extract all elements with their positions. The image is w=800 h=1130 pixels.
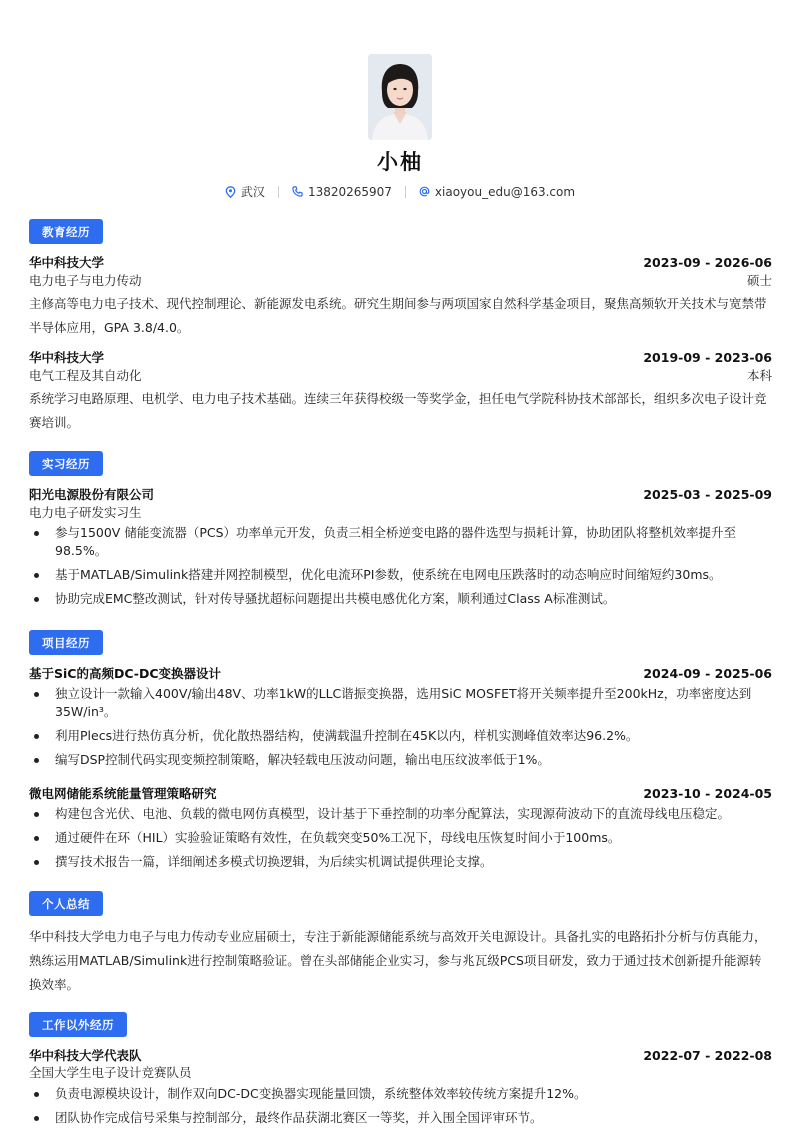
location-pin-icon xyxy=(225,186,236,198)
project-entry-header xyxy=(29,664,772,682)
section-title-summary: 个人总结 xyxy=(29,891,103,916)
profile-photo xyxy=(368,54,432,140)
section-title-internship: 实习经历 xyxy=(29,451,103,476)
email-text: xiaoyou_edu@163.com xyxy=(434,184,576,199)
school-name: 华中科技大学 xyxy=(29,350,105,365)
company-name: 阳光电源股份有限公司 xyxy=(29,487,155,502)
contact-divider xyxy=(405,186,406,198)
list-item: 通过硬件在环（HIL）实验验证策略有效性，在负载突变50%工况下，母线电压恢复时间小于100ms。 xyxy=(29,829,772,847)
date-range: 2019-09 - 2023-06 xyxy=(643,349,772,365)
role-name: 电力电子研发实习生 xyxy=(29,505,142,520)
education-entry-header xyxy=(29,253,772,271)
section-title-education: 教育经历 xyxy=(29,219,103,244)
major-name: 电力电子与电力传动 xyxy=(29,273,142,288)
email-at-icon xyxy=(419,186,430,197)
extra-entry-header xyxy=(29,1046,772,1064)
education-description: 主修高等电力电子技术、现代控制理论、新能源发电系统。研究生期间参与两项国家自然科学基金项目，聚焦高频软开关技术与宽禁带半导体应用，GPA 3.8/4.0。 xyxy=(29,296,767,335)
internship-role xyxy=(29,503,772,521)
list-item: 撰写技术报告一篇，详细阐述多模式切换逻辑，为后续实机调试提供理论支撑。 xyxy=(29,853,772,871)
date-range: 2023-09 - 2026-06 xyxy=(643,254,772,270)
extra-role xyxy=(29,1063,772,1081)
list-item: 独立设计一款输入400V/输出48V、功率1kW的LLC谐振变换器，选用SiC MOSFET将开关频率提升至200kHz，功率密度达到35W/in³。 xyxy=(29,685,772,721)
list-item: 参与1500V 储能变流器（PCS）功率单元开发，负责三相全桥逆变电路的器件选型与损耗计算，协助团队将整机效率提升至98.5%。 xyxy=(29,524,772,560)
section-title-extra: 工作以外经历 xyxy=(29,1012,127,1037)
list-item: 团队协作完成信号采集与控制部分，最终作品获湖北赛区一等奖，并入围全国评审环节。 xyxy=(29,1109,772,1127)
project-bullets xyxy=(29,805,772,877)
location-item xyxy=(225,183,265,200)
education-description: 系统学习电路原理、电机学、电力电子技术基础。连续三年获得校级一等奖学金，担任电气学院科协技术部部长，组织多次电子设计竞赛培训。 xyxy=(29,391,767,430)
education-entry-subheader xyxy=(29,366,772,384)
contact-info xyxy=(0,183,800,200)
internship-entry-header xyxy=(29,485,772,503)
date-range: 2023-10 - 2024-05 xyxy=(643,785,772,801)
phone-text: 13820265907 xyxy=(307,184,392,199)
list-item: 利用Plecs进行热仿真分析，优化散热器结构，使满载温升控制在45K以内，样机实测峰值效率达96.2%。 xyxy=(29,727,772,745)
role-name: 全国大学生电子设计竞赛队员 xyxy=(29,1065,192,1080)
date-range: 2022-07 - 2022-08 xyxy=(643,1047,772,1063)
education-entry-subheader xyxy=(29,271,772,289)
org-name: 华中科技大学代表队 xyxy=(29,1048,142,1063)
contact-divider xyxy=(278,186,279,198)
list-item: 协助完成EMC整改测试，针对传导骚扰超标问题提出共模电感优化方案，顺利通过Class A标准测试。 xyxy=(29,590,772,608)
phone-icon xyxy=(292,186,303,197)
list-item: 负责电源模块设计，制作双向DC-DC变换器实现能量回馈，系统整体效率较传统方案提升12%。 xyxy=(29,1085,772,1103)
list-item: 编写DSP控制代码实现变频控制策略，解决轻载电压波动问题，输出电压纹波率低于1%。 xyxy=(29,751,772,769)
extra-bullets xyxy=(29,1085,772,1130)
email-item xyxy=(419,185,575,199)
education-entry-header xyxy=(29,348,772,366)
school-name: 华中科技大学 xyxy=(29,255,105,270)
section-title-projects: 项目经历 xyxy=(29,630,103,655)
list-item: 构建包含光伏、电池、负载的微电网仿真模型，设计基于下垂控制的功率分配算法，实现源荷波动下的直流母线电压稳定。 xyxy=(29,805,772,823)
degree-name: 硕士 xyxy=(746,273,772,288)
summary-text: 华中科技大学电力电子与电力传动专业应届硕士，专注于新能源储能系统与高效开关电源设计。具备扎实的电路拓扑分析与仿真能力，熟练运用MATLAB/Simulink进行控制策略验证。曾在头部储能企业实习，参与兆瓦级PCS项目研发，致力于通过技术创新提升能源转换效率。 xyxy=(29,929,767,992)
internship-bullets xyxy=(29,524,772,614)
project-bullets xyxy=(29,685,772,775)
location-text: 武汉 xyxy=(240,185,265,199)
project-entry-header xyxy=(29,784,772,802)
date-range: 2025-03 - 2025-09 xyxy=(643,486,772,502)
candidate-name: 小柚 xyxy=(377,150,423,174)
major-name: 电气工程及其自动化 xyxy=(29,368,142,383)
degree-name: 本科 xyxy=(746,368,772,383)
phone-item xyxy=(292,185,392,199)
project-name: 微电网储能系统能量管理策略研究 xyxy=(29,786,217,801)
profile-photo-image xyxy=(368,54,432,140)
list-item: 基于MATLAB/Simulink搭建并网控制模型，优化电流环PI参数，使系统在电网电压跌落时的动态响应时间缩短约30ms。 xyxy=(29,566,772,584)
date-range: 2024-09 - 2025-06 xyxy=(643,665,772,681)
project-name: 基于SiC的高频DC-DC变换器设计 xyxy=(29,666,222,681)
